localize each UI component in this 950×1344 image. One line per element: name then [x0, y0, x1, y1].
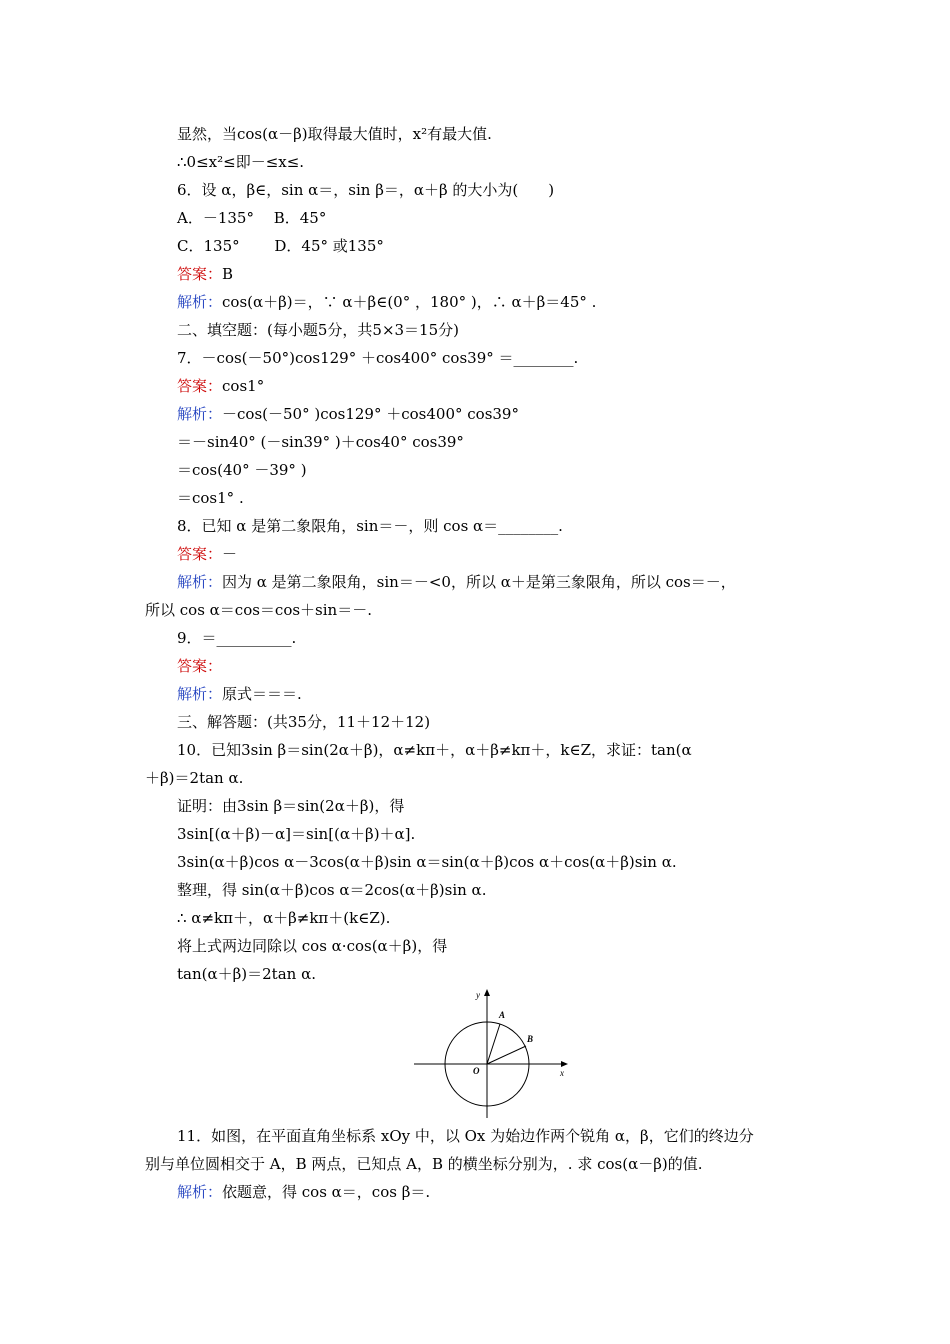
- question-6: 6．设 α，β∈，sin α＝，sin β＝，α＋β 的大小为( ): [177, 181, 555, 199]
- solution-text: 所以 cos α＝cos＝cos＋sin＝－.: [145, 601, 372, 619]
- solution-label: 解析：: [177, 1183, 223, 1201]
- solution-line: [177, 572, 736, 592]
- solution-text: 因为 α 是第二象限角，sin＝－<0，所以 α＋是第三象限角，所以 cos＝－，: [222, 573, 736, 591]
- question-10: 10．已知3sin β＝sin(2α＋β)，α≠kπ＋，α＋β≠kπ＋，k∈Z，求证：tan(α: [177, 741, 692, 759]
- answer-label: 答案：: [177, 377, 223, 395]
- proof-line: 3sin[(α＋β)－α]＝sin[(α＋β)＋α].: [177, 825, 416, 843]
- answer-value: B: [222, 265, 234, 283]
- answer-line: [177, 376, 264, 396]
- option-cd: C．135° D．45° 或135°: [177, 237, 384, 255]
- solution-line: [177, 684, 302, 704]
- question-11-cont: 别与单位圆相交于 A，B 两点，已知点 A，B 的横坐标分别为，. 求 cos(α－β)的值.: [145, 1155, 703, 1173]
- proof-line: 证明：由3sin β＝sin(2α＋β)，得: [177, 797, 405, 815]
- text-line: ∴0≤x²≤即－≤x≤.: [177, 153, 305, 171]
- answer-line: [177, 264, 233, 284]
- solution-text: ＝cos1° .: [177, 489, 244, 507]
- solution-text: ＝－sin40° (－sin39° )＋cos40° cos39°: [177, 433, 464, 451]
- answer-label: 答案：: [177, 657, 223, 675]
- solution-text: 依题意，得 cos α＝，cos β＝.: [222, 1183, 431, 1201]
- option-ab: A．－135° B．45°: [177, 209, 327, 227]
- label-a: A: [499, 1010, 506, 1020]
- label-y: y: [476, 990, 480, 1000]
- solution-label: 解析：: [177, 573, 223, 591]
- unit-circle-figure: [412, 984, 572, 1120]
- solution-text: cos(α＋β)＝，∵ α＋β∈(0° ，180° )，∴ α＋β＝45° .: [222, 293, 597, 311]
- solution-text: 原式＝＝＝.: [222, 685, 302, 703]
- x-axis-arrow: [561, 1061, 568, 1067]
- question-11: 11．如图，在平面直角坐标系 xOy 中，以 Ox 为始边作两个锐角 α，β，它们的终边分: [177, 1127, 754, 1145]
- solution-line: [177, 1182, 430, 1202]
- section-heading: 二、填空题：(每小题5分，共5×3＝15分): [177, 321, 459, 339]
- question-7: 7．－cos(－50°)cos129° ＋cos400° cos39° ＝________.: [177, 349, 579, 367]
- answer-label: 答案：: [177, 545, 223, 563]
- ray-b: [487, 1046, 526, 1064]
- y-axis-arrow: [484, 989, 490, 996]
- solution-line: [177, 292, 596, 312]
- solution-line: [177, 404, 519, 424]
- answer-value: cos1°: [222, 377, 265, 395]
- proof-line: ∴ α≠kπ＋，α＋β≠kπ＋(k∈Z).: [177, 909, 391, 927]
- proof-line: 整理，得 sin(α＋β)cos α＝2cos(α＋β)sin α.: [177, 881, 487, 899]
- question-9: 9．＝__________.: [177, 629, 297, 647]
- solution-text: ＝cos(40° －39° ): [177, 461, 307, 479]
- proof-line: tan(α＋β)＝2tan α.: [177, 965, 316, 983]
- label-o: O: [473, 1066, 480, 1076]
- solution-text: －cos(－50° )cos129° ＋cos400° cos39°: [222, 405, 519, 423]
- answer-label: 答案：: [177, 265, 223, 283]
- solution-label: 解析：: [177, 293, 223, 311]
- proof-line: 将上式两边同除以 cos α·cos(α＋β)，得: [177, 937, 448, 955]
- label-b: B: [527, 1034, 534, 1044]
- text-line: 显然，当cos(α－β)取得最大值时，x²有最大值.: [177, 125, 492, 143]
- answer-line: [177, 656, 222, 676]
- question-10-cont: ＋β)＝2tan α.: [145, 769, 244, 787]
- question-8: 8．已知 α 是第二象限角，sin＝－，则 cos α＝________.: [177, 517, 563, 535]
- label-x: x: [560, 1068, 564, 1078]
- ray-a: [487, 1024, 500, 1064]
- solution-label: 解析：: [177, 685, 223, 703]
- answer-value: －: [222, 545, 238, 563]
- solution-label: 解析：: [177, 405, 223, 423]
- answer-line: [177, 544, 237, 564]
- section-heading: 三、解答题：(共35分，11＋12＋12): [177, 713, 431, 731]
- proof-line: 3sin(α＋β)cos α－3cos(α＋β)sin α＝sin(α＋β)cos α＋cos(α＋β)sin α.: [177, 853, 677, 871]
